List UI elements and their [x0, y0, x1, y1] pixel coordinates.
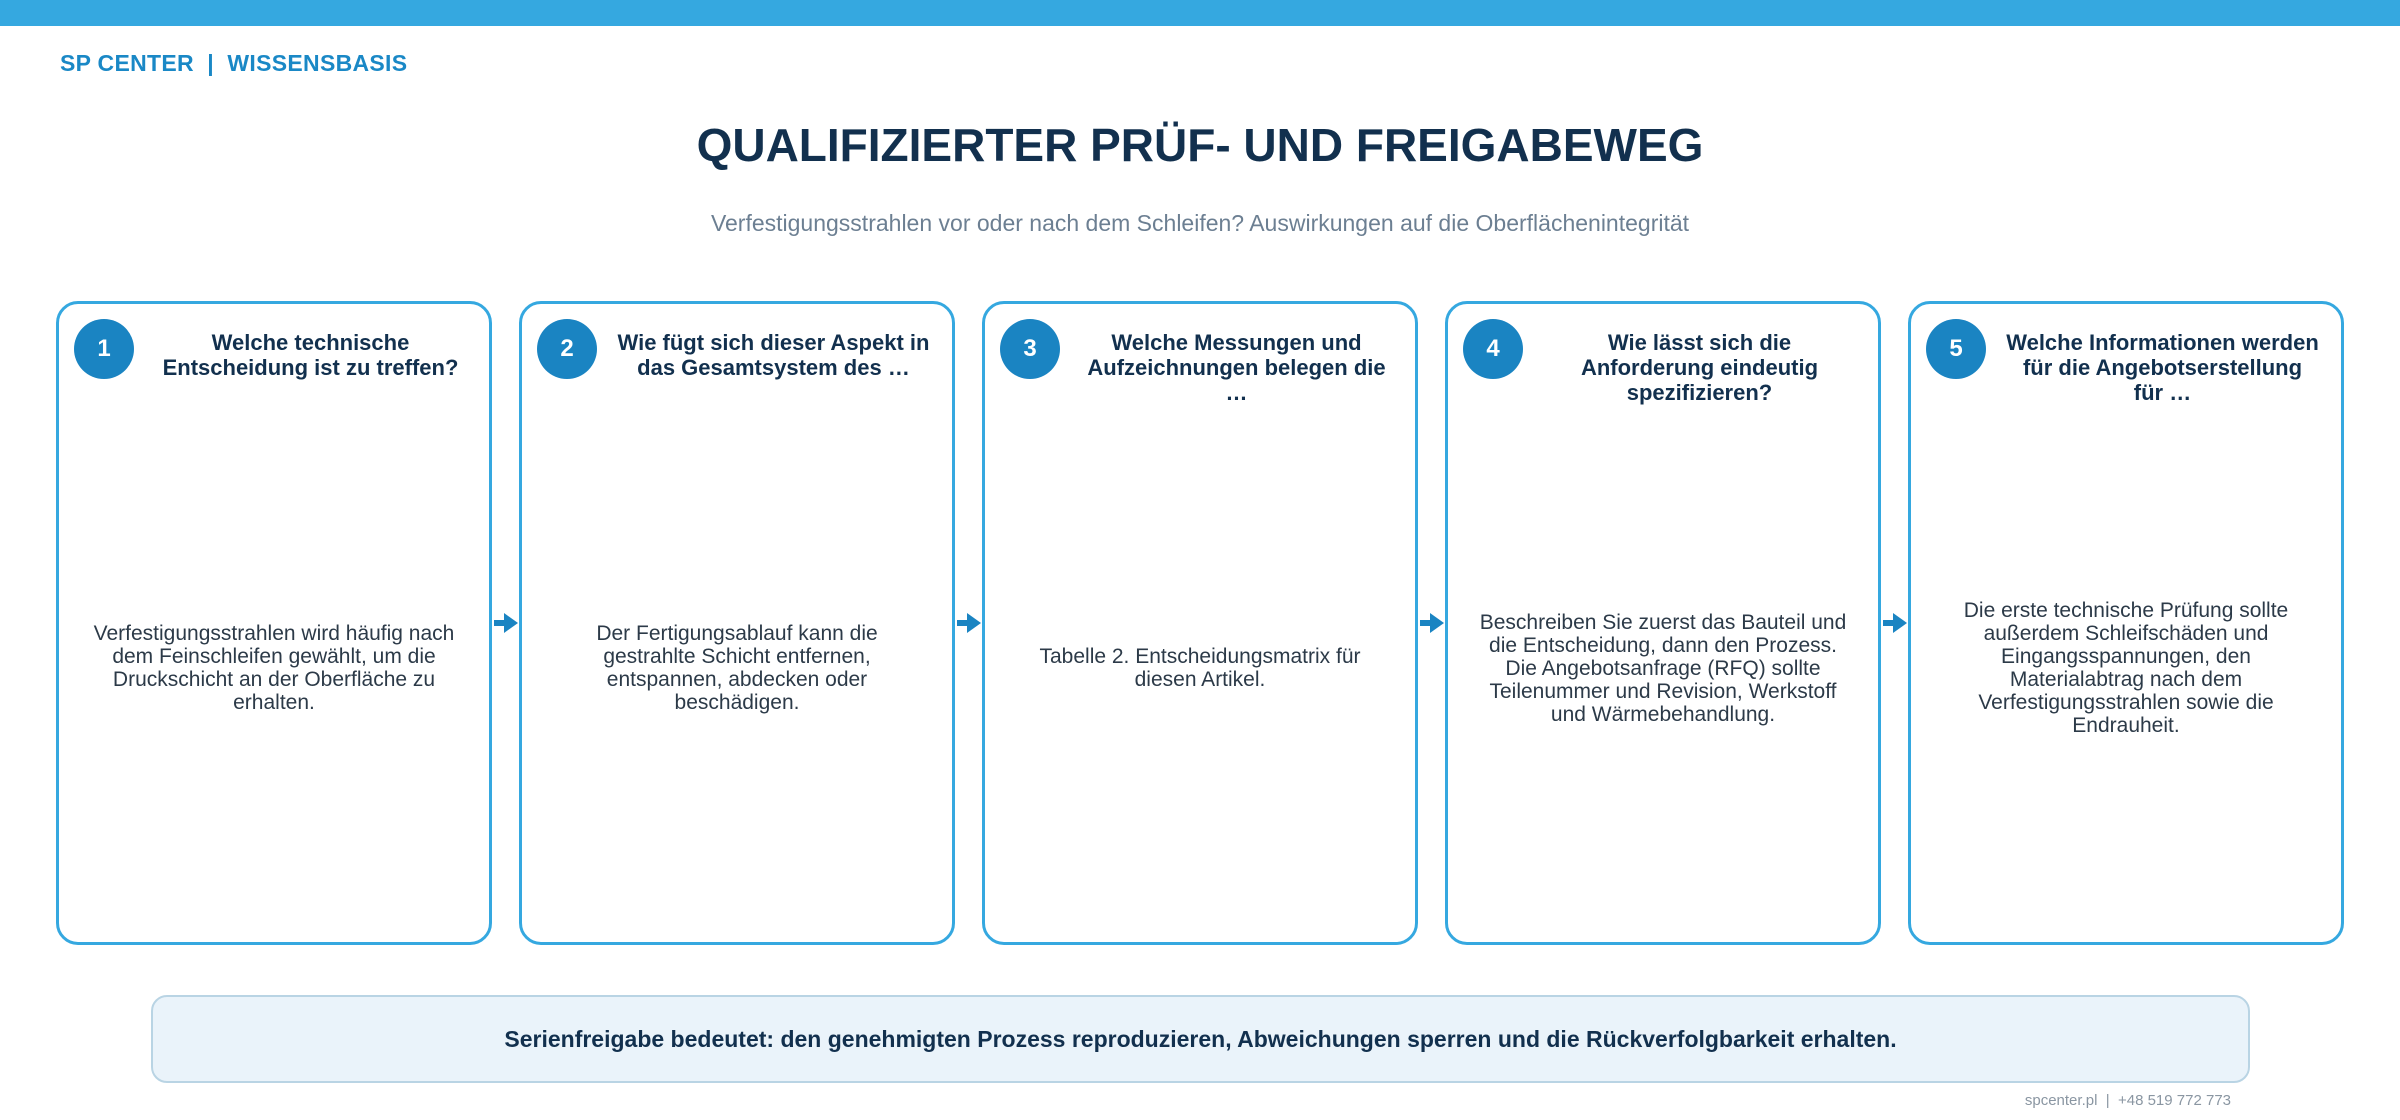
step-title: Welche Informationen werden für die Angebotserstellung für …: [2006, 330, 2319, 405]
step-title: Wie fügt sich dieser Aspekt in das Gesamtsystem des …: [617, 330, 930, 380]
page-title: QUALIFIZIERTER PRÜF- UND FREIGABEWEG: [696, 119, 1704, 171]
step-card-2: [519, 301, 955, 945]
step-number-badge: 5: [1926, 319, 1986, 379]
arrow-right-icon: [957, 612, 981, 634]
step-card-5: [1908, 301, 2344, 945]
footer-contact: spcenter.pl | +48 519 772 773: [2024, 1092, 2231, 1109]
summary-banner-text: Serienfreigabe bedeutet: den genehmigten Prozess reproduzieren, Abweichungen sperren und die Rückverfolgbarkeit erhalten.: [504, 1025, 1897, 1052]
step-number-badge: 4: [1463, 319, 1523, 379]
step-body: Verfestigungsstrahlen wird häufig nach dem Feinschleifen gewählt, um die Druckschicht an der Oberfläche zu erhalten.: [93, 622, 455, 714]
step-number-badge: 1: [74, 319, 134, 379]
brand-label: SP CENTER | WISSENSBASIS: [60, 50, 408, 76]
arrow-right-icon: [494, 612, 518, 634]
arrow-right-icon: [1420, 612, 1444, 634]
step-body: Tabelle 2. Entscheidungsmatrix für diesen Artikel.: [1039, 645, 1361, 691]
step-number-badge: 2: [537, 319, 597, 379]
step-card-4: [1445, 301, 1881, 945]
step-title: Wie lässt sich die Anforderung eindeutig spezifizieren?: [1580, 330, 1819, 405]
step-card-1: [56, 301, 492, 945]
step-body: Beschreiben Sie zuerst das Bauteil und die Entscheidung, dann den Prozess. Die Angebotsanfrage (RFQ) sollte Teilenummer und Revision, Werkstoff und Wärmebehandlung.: [1479, 610, 1847, 726]
top-accent-bar: [0, 0, 2400, 26]
step-number-badge: 3: [1000, 319, 1060, 379]
step-title: Welche technische Entscheidung ist zu treffen?: [162, 330, 459, 380]
summary-banner: [151, 995, 2250, 1083]
step-body: Der Fertigungsablauf kann die gestrahlte Schicht entfernen, entspannen, abdecken oder beschädigen.: [596, 622, 878, 714]
step-card-3: [982, 301, 1418, 945]
step-title: Welche Messungen und Aufzeichnungen belegen die …: [1087, 330, 1386, 405]
arrow-right-icon: [1883, 612, 1907, 634]
step-body: Die erste technische Prüfung sollte außerdem Schleifschäden und Eingangsspannungen, den Materialabtrag nach dem Verfestigungsstrahlen sowie die Endrauheit.: [1963, 599, 2289, 737]
page-subtitle: Verfestigungsstrahlen vor oder nach dem Schleifen? Auswirkungen auf die Oberflächenintegrität: [710, 210, 1690, 236]
